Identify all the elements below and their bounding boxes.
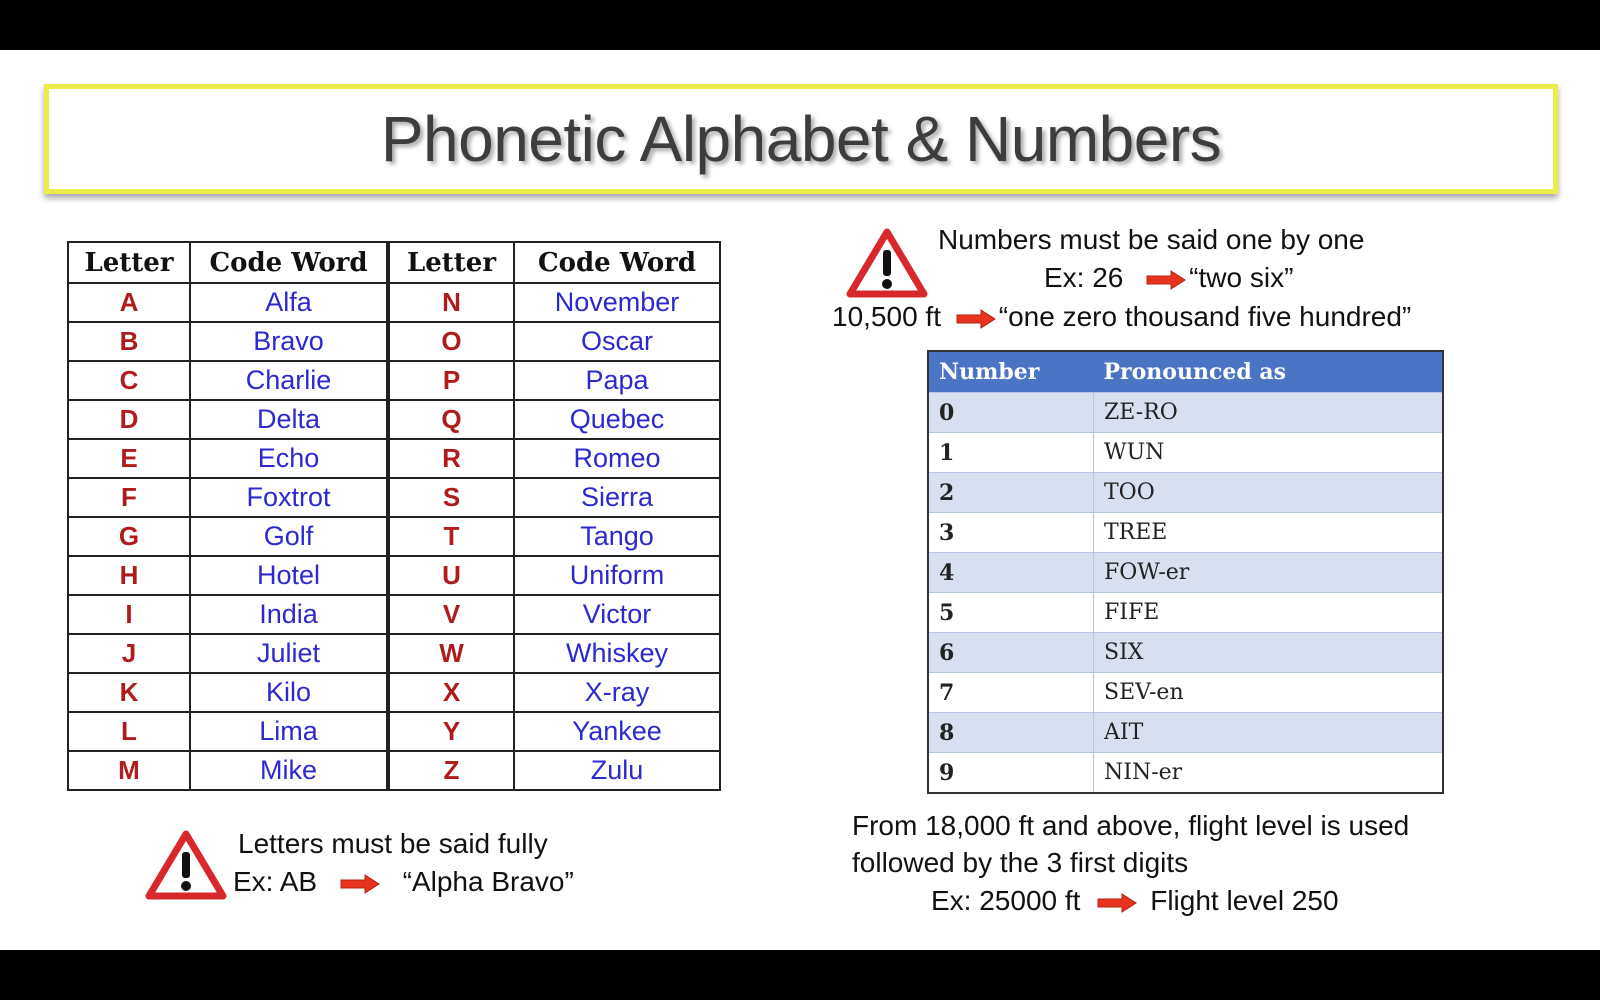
letter-cell: L — [68, 712, 190, 751]
header-letter-2: Letter — [388, 242, 514, 283]
code-word-cell: Hotel — [190, 556, 388, 595]
pronunciation-cell: AIT — [1094, 713, 1444, 753]
code-word-cell: Zulu — [514, 751, 720, 790]
code-word-cell: Oscar — [514, 322, 720, 361]
alphabet-row — [68, 673, 720, 712]
code-word-cell: India — [190, 595, 388, 634]
number-cell: 6 — [928, 633, 1094, 673]
code-word-cell: Alfa — [190, 283, 388, 322]
numbers-row — [928, 513, 1443, 553]
code-word-cell: Kilo — [190, 673, 388, 712]
numbers-table — [927, 350, 1444, 794]
alphabet-row — [68, 556, 720, 595]
letter-cell: B — [68, 322, 190, 361]
numbers-row — [928, 433, 1443, 473]
number-cell: 7 — [928, 673, 1094, 713]
numbers-row — [928, 753, 1443, 794]
numbers-note-example1 — [1044, 262, 1293, 294]
numbers-row — [928, 393, 1443, 433]
flight-example-left: Ex: 25000 ft — [931, 885, 1081, 916]
code-word-cell: Bravo — [190, 322, 388, 361]
alphabet-row — [68, 478, 720, 517]
number-cell: 4 — [928, 553, 1094, 593]
letter-cell: D — [68, 400, 190, 439]
code-word-cell: Juliet — [190, 634, 388, 673]
flight-example-right: Flight level 250 — [1150, 885, 1339, 916]
pronunciation-cell: SEV-en — [1094, 673, 1444, 713]
letters-example-right: “Alpha Bravo” — [402, 866, 574, 897]
code-word-cell: Uniform — [514, 556, 720, 595]
alphabet-row — [68, 634, 720, 673]
letter-cell: Q — [388, 400, 514, 439]
pronunciation-cell: SIX — [1094, 633, 1444, 673]
pronunciation-cell: NIN-er — [1094, 753, 1444, 794]
pronunciation-cell: WUN — [1094, 433, 1444, 473]
code-word-cell: X-ray — [514, 673, 720, 712]
number-cell: 5 — [928, 593, 1094, 633]
letter-cell: E — [68, 439, 190, 478]
letter-cell: V — [388, 595, 514, 634]
letter-cell: Y — [388, 712, 514, 751]
letter-cell: P — [388, 361, 514, 400]
alphabet-row — [68, 283, 720, 322]
letter-cell: T — [388, 517, 514, 556]
code-word-cell: Victor — [514, 595, 720, 634]
letter-cell: C — [68, 361, 190, 400]
alphabet-row — [68, 322, 720, 361]
numbers-note-example2 — [832, 301, 1411, 333]
arrow-right-icon — [1096, 892, 1138, 914]
number-cell: 3 — [928, 513, 1094, 553]
pronunciation-cell: FOW-er — [1094, 553, 1444, 593]
letter-cell: N — [388, 283, 514, 322]
title-box — [44, 84, 1558, 194]
letter-cell: R — [388, 439, 514, 478]
numbers-body — [928, 393, 1443, 794]
numbers-note-line1: Numbers must be said one by one — [938, 224, 1365, 255]
alphabet-row — [68, 400, 720, 439]
code-word-cell: November — [514, 283, 720, 322]
code-word-cell: Echo — [190, 439, 388, 478]
letter-cell: O — [388, 322, 514, 361]
code-word-cell: Papa — [514, 361, 720, 400]
pronunciation-cell: FIFE — [1094, 593, 1444, 633]
code-word-cell: Mike — [190, 751, 388, 790]
numbers-row — [928, 553, 1443, 593]
letter-cell: A — [68, 283, 190, 322]
letters-note-line1: Letters must be said fully — [238, 828, 548, 859]
letters-note-example — [233, 866, 574, 898]
numbers-row — [928, 713, 1443, 753]
letter-cell: M — [68, 751, 190, 790]
code-word-cell: Foxtrot — [190, 478, 388, 517]
pronunciation-cell: TREE — [1094, 513, 1444, 553]
slide — [0, 50, 1600, 950]
alphabet-row — [68, 361, 720, 400]
numbers-row — [928, 633, 1443, 673]
warning-icon — [145, 830, 227, 900]
pronunciation-cell: ZE-RO — [1094, 393, 1444, 433]
numbers-row — [928, 473, 1443, 513]
alphabet-row — [68, 517, 720, 556]
code-word-cell: Romeo — [514, 439, 720, 478]
header-code-word-2: Code Word — [514, 242, 720, 283]
warning-icon — [846, 228, 928, 298]
arrow-right-icon — [955, 308, 997, 330]
header-letter-1: Letter — [68, 242, 190, 283]
code-word-cell: Tango — [514, 517, 720, 556]
letter-cell: Z — [388, 751, 514, 790]
code-word-cell: Delta — [190, 400, 388, 439]
alphabet-header-row — [68, 242, 720, 283]
alphabet-row — [68, 595, 720, 634]
numbers-row — [928, 593, 1443, 633]
header-number: Number — [928, 351, 1094, 393]
code-word-cell: Golf — [190, 517, 388, 556]
page-title: Phonetic Alphabet & Numbers — [380, 103, 1222, 175]
code-word-cell: Sierra — [514, 478, 720, 517]
letter-cell: S — [388, 478, 514, 517]
alphabet-row — [68, 751, 720, 790]
header-code-word-1: Code Word — [190, 242, 388, 283]
alphabet-body — [68, 283, 720, 790]
letter-cell: I — [68, 595, 190, 634]
alphabet-table — [67, 241, 721, 791]
numbers-example1-right: “two six” — [1189, 262, 1294, 293]
arrow-right-icon — [1145, 269, 1187, 291]
code-word-cell: Whiskey — [514, 634, 720, 673]
flight-note-example — [931, 885, 1339, 917]
code-word-cell: Lima — [190, 712, 388, 751]
flight-note-line1: From 18,000 ft and above, flight level is used — [852, 810, 1410, 841]
letter-cell: U — [388, 556, 514, 595]
letter-cell: G — [68, 517, 190, 556]
number-cell: 8 — [928, 713, 1094, 753]
number-cell: 2 — [928, 473, 1094, 513]
number-cell: 0 — [928, 393, 1094, 433]
code-word-cell: Quebec — [514, 400, 720, 439]
flight-note-line2: followed by the 3 first digits — [852, 847, 1189, 878]
number-cell: 1 — [928, 433, 1094, 473]
letter-cell: K — [68, 673, 190, 712]
numbers-example1-left: Ex: 26 — [1044, 262, 1124, 293]
letter-cell: X — [388, 673, 514, 712]
numbers-row — [928, 673, 1443, 713]
numbers-example2-left: 10,500 ft — [832, 301, 941, 332]
alphabet-row — [68, 439, 720, 478]
numbers-header-row — [928, 351, 1443, 393]
pronunciation-cell: TOO — [1094, 473, 1444, 513]
letter-cell: F — [68, 478, 190, 517]
code-word-cell: Yankee — [514, 712, 720, 751]
alphabet-row — [68, 712, 720, 751]
numbers-example2-right: “one zero thousand five hundred” — [998, 301, 1412, 332]
number-cell: 9 — [928, 753, 1094, 794]
letters-example-left: Ex: AB — [233, 866, 318, 897]
arrow-right-icon — [339, 873, 381, 895]
header-pronounced-as: Pronounced as — [1094, 351, 1444, 393]
letter-cell: J — [68, 634, 190, 673]
code-word-cell: Charlie — [190, 361, 388, 400]
letter-cell: W — [388, 634, 514, 673]
letter-cell: H — [68, 556, 190, 595]
